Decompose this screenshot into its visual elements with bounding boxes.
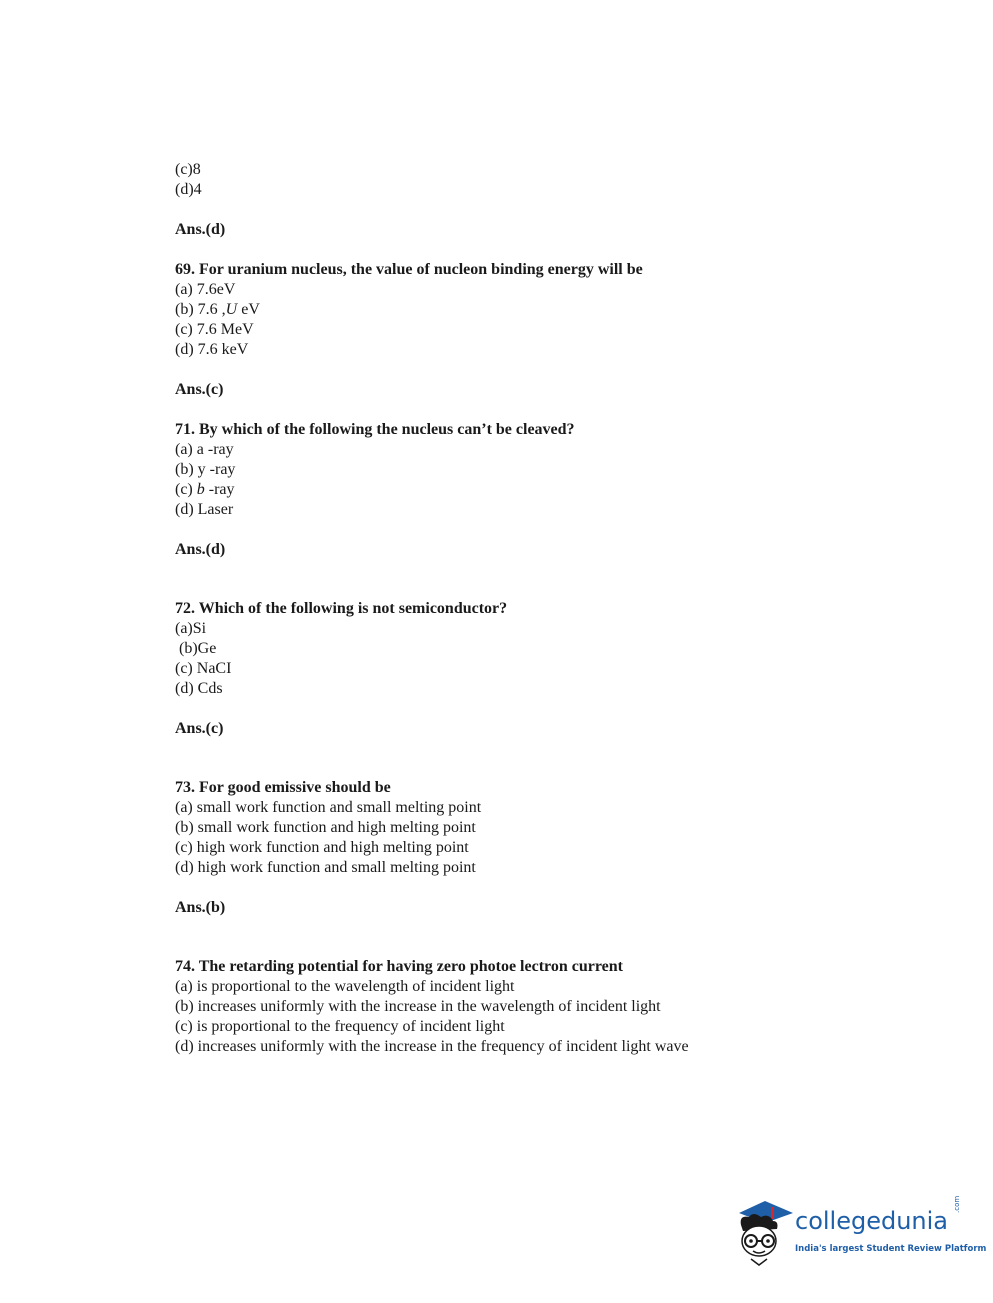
mascot-icon — [735, 1195, 795, 1270]
question-69-option-d: (d) 7.6 keV — [175, 341, 249, 358]
logo-tagline: India's largest Student Review Platform — [795, 1244, 987, 1254]
question-71-option-c: (c) b -ray — [175, 481, 235, 498]
question-71-option-b: (b) y -ray — [175, 461, 236, 478]
answer-72: Ans.(c) — [175, 720, 224, 737]
question-73-title: 73. For good emissive should be — [175, 779, 391, 796]
question-content — [175, 160, 875, 1057]
question-71-title: 71. By which of the following the nucleus can’t be cleaved? — [175, 421, 575, 438]
question-72-option-a: (a)Si — [175, 620, 207, 637]
question-71-option-a: (a) a -ray — [175, 441, 234, 458]
question-72-option-b: (b)Ge — [179, 640, 217, 657]
question-73-option-c: (c) high work function and high melting point — [175, 839, 469, 856]
logo-brand-text: collegedunia — [795, 1207, 949, 1235]
question-74-option-b: (b) increases uniformly with the increase in the wavelength of incident light — [175, 998, 661, 1015]
question-74-option-c: (c) is proportional to the frequency of incident light — [175, 1018, 505, 1035]
answer-71: Ans.(d) — [175, 541, 226, 558]
question-73-option-a: (a) small work function and small melting point — [175, 799, 482, 816]
option-d-68: (d)4 — [175, 181, 202, 198]
question-73-option-d: (d) high work function and small melting point — [175, 859, 476, 876]
question-69-option-b: (b) 7.6 ,U eV — [175, 301, 260, 318]
question-74-option-d: (d) increases uniformly with the increase in the frequency of incident light wave — [175, 1038, 689, 1055]
question-69-option-c: (c) 7.6 MeV — [175, 321, 254, 338]
question-74-option-a: (a) is proportional to the wavelength of incident light — [175, 978, 515, 995]
question-69-option-a: (a) 7.6eV — [175, 281, 236, 298]
option-c-68: (c)8 — [175, 161, 201, 178]
answer-68: Ans.(d) — [175, 221, 226, 238]
question-69-title: 69. For uranium nucleus, the value of nucleon binding energy will be — [175, 261, 643, 278]
question-73-option-b: (b) small work function and high melting point — [175, 819, 476, 836]
question-72-option-d: (d) Cds — [175, 680, 223, 697]
answer-69: Ans.(c) — [175, 381, 224, 398]
question-72-title: 72. Which of the following is not semiconductor? — [175, 600, 508, 617]
question-71-option-d: (d) Laser — [175, 501, 234, 518]
question-74-title: 74. The retarding potential for having zero photoe lectron current — [175, 958, 623, 975]
collegedunia-logo[interactable] — [735, 1195, 987, 1270]
answer-73: Ans.(b) — [175, 899, 226, 916]
question-72-option-c: (c) NaCI — [175, 660, 232, 677]
logo-dotcom: .com — [953, 1195, 961, 1213]
